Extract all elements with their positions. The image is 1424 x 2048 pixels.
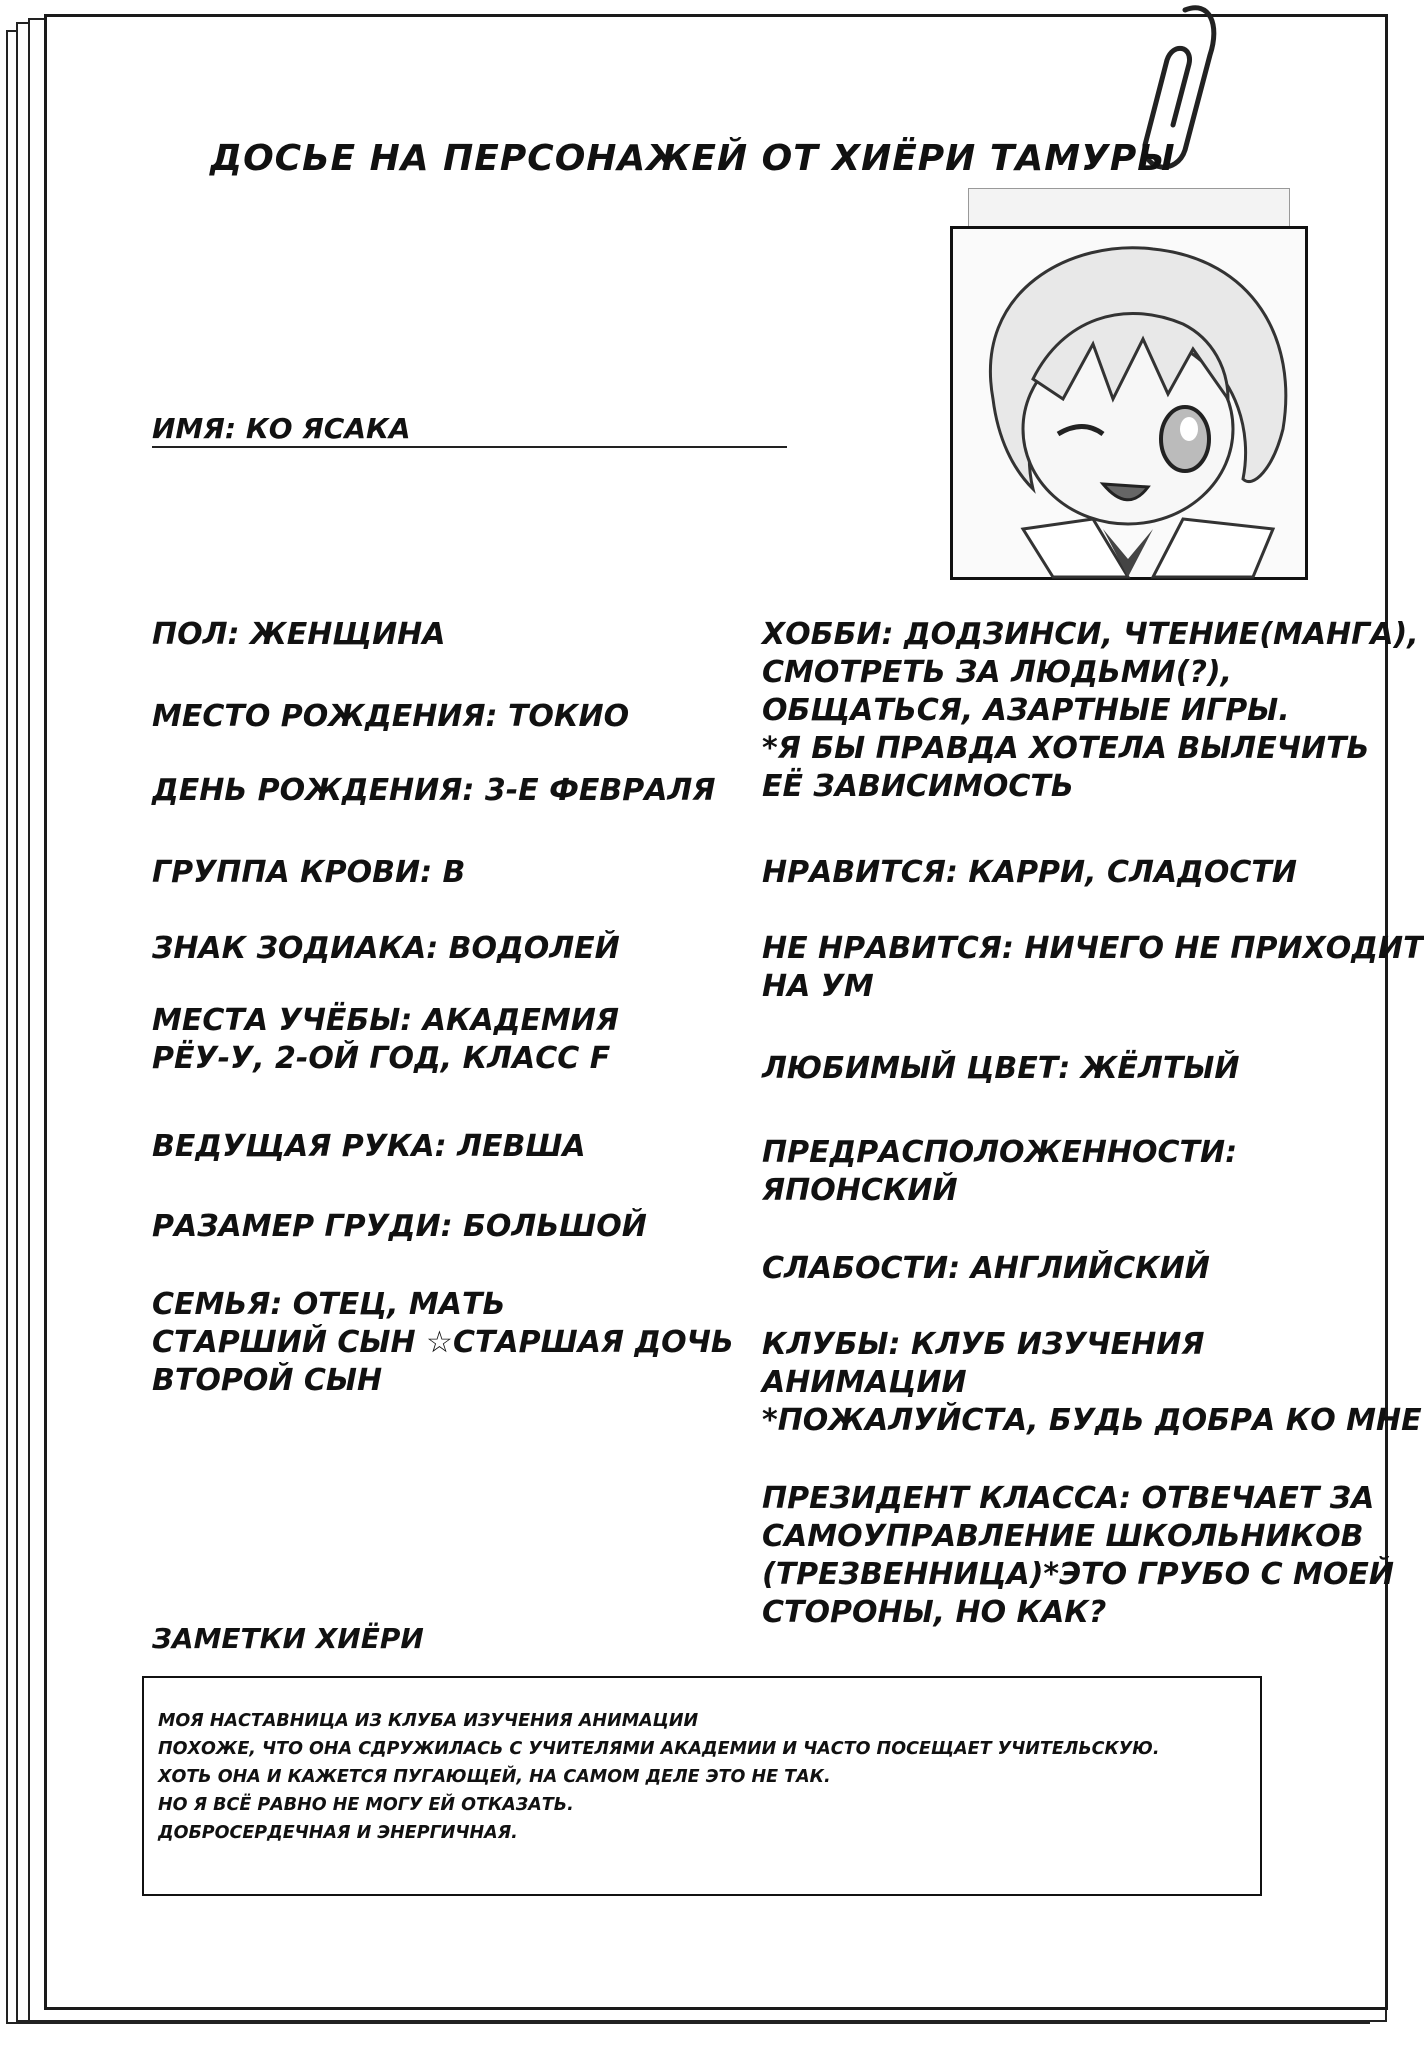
field-value: НИЧЕГО НЕ ПРИХОДИТ <box>1024 931 1424 966</box>
field-handedness <box>152 1128 586 1166</box>
field-value-line: *ПОЖАЛУЙСТА, БУДЬ ДОБРА КО МНЕ <box>762 1403 1422 1438</box>
field-value: БОЛЬШОЙ <box>463 1209 647 1244</box>
field-value-line: ОБЩАТЬСЯ, АЗАРТНЫЕ ИГРЫ. <box>762 693 1290 728</box>
field-value-line: СТАРШИЙ СЫН ☆СТАРШАЯ ДОЧЬ <box>152 1325 734 1360</box>
name-label: ИМЯ: <box>152 412 237 445</box>
field-value-line: ВТОРОЙ СЫН <box>152 1363 383 1398</box>
field-value-line: РЁУ-У, 2-ОЙ ГОД, КЛАСС F <box>152 1041 611 1076</box>
field-value: ВОДОЛЕЙ <box>448 931 620 966</box>
name-value: КО ЯСАКА <box>245 412 411 445</box>
field-label: ЛЮБИМЫЙ ЦВЕТ: <box>762 1051 1071 1086</box>
field-likes <box>762 854 1297 892</box>
notes-line: НО Я ВСЁ РАВНО НЕ МОГУ ЕЙ ОТКАЗАТЬ. <box>158 1795 574 1815</box>
field-class-president <box>762 1480 1394 1632</box>
field-value: ДОДЗИНСИ, ЧТЕНИЕ(МАНГА), <box>903 617 1419 652</box>
field-value: B <box>442 855 466 890</box>
field-value-line: АНИМАЦИИ <box>762 1365 967 1400</box>
field-gender <box>152 616 446 654</box>
field-strengths <box>762 1134 1237 1210</box>
field-value: АНГЛИЙСКИЙ <box>970 1251 1210 1286</box>
field-label: ПОЛ: <box>152 617 240 652</box>
field-value: ЖЁЛТЫЙ <box>1080 1051 1240 1086</box>
character-portrait <box>950 226 1308 580</box>
field-family <box>152 1286 734 1400</box>
field-value: 3-Е ФЕВРАЛЯ <box>484 773 716 808</box>
field-school <box>152 1002 619 1078</box>
field-label: СЕМЬЯ: <box>152 1287 283 1322</box>
field-label: ГРУППА КРОВИ: <box>152 855 433 890</box>
portrait-drawing <box>953 229 1305 577</box>
field-label: РАЗАМЕР ГРУДИ: <box>152 1209 453 1244</box>
field-value-line: НА УМ <box>762 969 874 1004</box>
field-value-line: САМОУПРАВЛЕНИЕ ШКОЛЬНИКОВ <box>762 1519 1364 1554</box>
field-value: ЖЕНЩИНА <box>249 617 446 652</box>
field-label: КЛУБЫ: <box>762 1327 901 1362</box>
notes-line: ДОБРОСЕРДЕЧНАЯ И ЭНЕРГИЧНАЯ. <box>158 1823 518 1843</box>
field-value: ОТЕЦ, МАТЬ <box>292 1287 506 1322</box>
field-blood-type <box>152 854 465 892</box>
field-label: СЛАБОСТИ: <box>762 1251 961 1286</box>
field-value: ЛЕВША <box>457 1129 586 1164</box>
field-favorite-color <box>762 1050 1240 1088</box>
field-label: МЕСТО РОЖДЕНИЯ: <box>152 699 498 734</box>
field-label: ВЕДУЩАЯ РУКА: <box>152 1129 447 1164</box>
field-value-line: *Я БЫ ПРАВДА ХОТЕЛА ВЫЛЕЧИТЬ <box>762 731 1370 766</box>
field-label: ПРЕЗИДЕНТ КЛАССА: <box>762 1481 1132 1516</box>
field-value: ОТВЕЧАЕТ ЗА <box>1141 1481 1375 1516</box>
field-label: ДЕНЬ РОЖДЕНИЯ: <box>152 773 475 808</box>
field-value: КЛУБ ИЗУЧЕНИЯ <box>910 1327 1205 1362</box>
notes-line: ХОТЬ ОНА И КАЖЕТСЯ ПУГАЮЩЕЙ, НА САМОМ ДЕЛЕ ЭТО НЕ ТАК. <box>158 1767 831 1787</box>
field-label: МЕСТА УЧЁБЫ: <box>152 1003 413 1038</box>
field-value-line: (ТРЕЗВЕННИЦА)*ЭТО ГРУБО С МОЕЙ <box>762 1557 1394 1592</box>
field-label: ЗНАК ЗОДИАКА: <box>152 931 439 966</box>
field-label: НЕ НРАВИТСЯ: <box>762 931 1014 966</box>
field-value: КАРРИ, СЛАДОСТИ <box>968 855 1297 890</box>
field-value-line: СМОТРЕТЬ ЗА ЛЮДЬМИ(?), <box>762 655 1232 690</box>
name-underline <box>152 446 787 448</box>
field-zodiac <box>152 930 620 968</box>
field-value: ТОКИО <box>507 699 630 734</box>
field-dislikes <box>762 930 1424 1006</box>
field-clubs <box>762 1326 1422 1440</box>
name-field <box>152 410 411 448</box>
notes-line: МОЯ НАСТАВНИЦА ИЗ КЛУБА ИЗУЧЕНИЯ АНИМАЦИИ <box>158 1711 699 1731</box>
field-weaknesses <box>762 1250 1210 1288</box>
field-value-line: СТОРОНЫ, НО КАК? <box>762 1595 1107 1630</box>
field-label: НРАВИТСЯ: <box>762 855 958 890</box>
field-bust-size <box>152 1208 647 1246</box>
field-birthplace <box>152 698 629 736</box>
field-value: АКАДЕМИЯ <box>422 1003 619 1038</box>
field-value-line: ЕЁ ЗАВИСИМОСТЬ <box>762 769 1074 804</box>
field-value-line: ЯПОНСКИЙ <box>762 1173 958 1208</box>
page-title: ДОСЬЕ НА ПЕРСОНАЖЕЙ ОТ ХИЁРИ ТАМУРЫ <box>210 138 1176 179</box>
field-birthday <box>152 772 715 810</box>
field-hobbies <box>762 616 1419 806</box>
notes-heading: ЗАМЕТКИ ХИЁРИ <box>152 1622 424 1655</box>
field-label: ХОББИ: <box>762 617 894 652</box>
notes-line: ПОХОЖЕ, ЧТО ОНА СДРУЖИЛАСЬ С УЧИТЕЛЯМИ АКАДЕМИИ И ЧАСТО ПОСЕЩАЕТ УЧИТЕЛЬСКУЮ. <box>158 1739 1160 1759</box>
notes-box <box>142 1676 1262 1896</box>
field-label: ПРЕДРАСПОЛОЖЕННОСТИ: <box>762 1135 1238 1170</box>
